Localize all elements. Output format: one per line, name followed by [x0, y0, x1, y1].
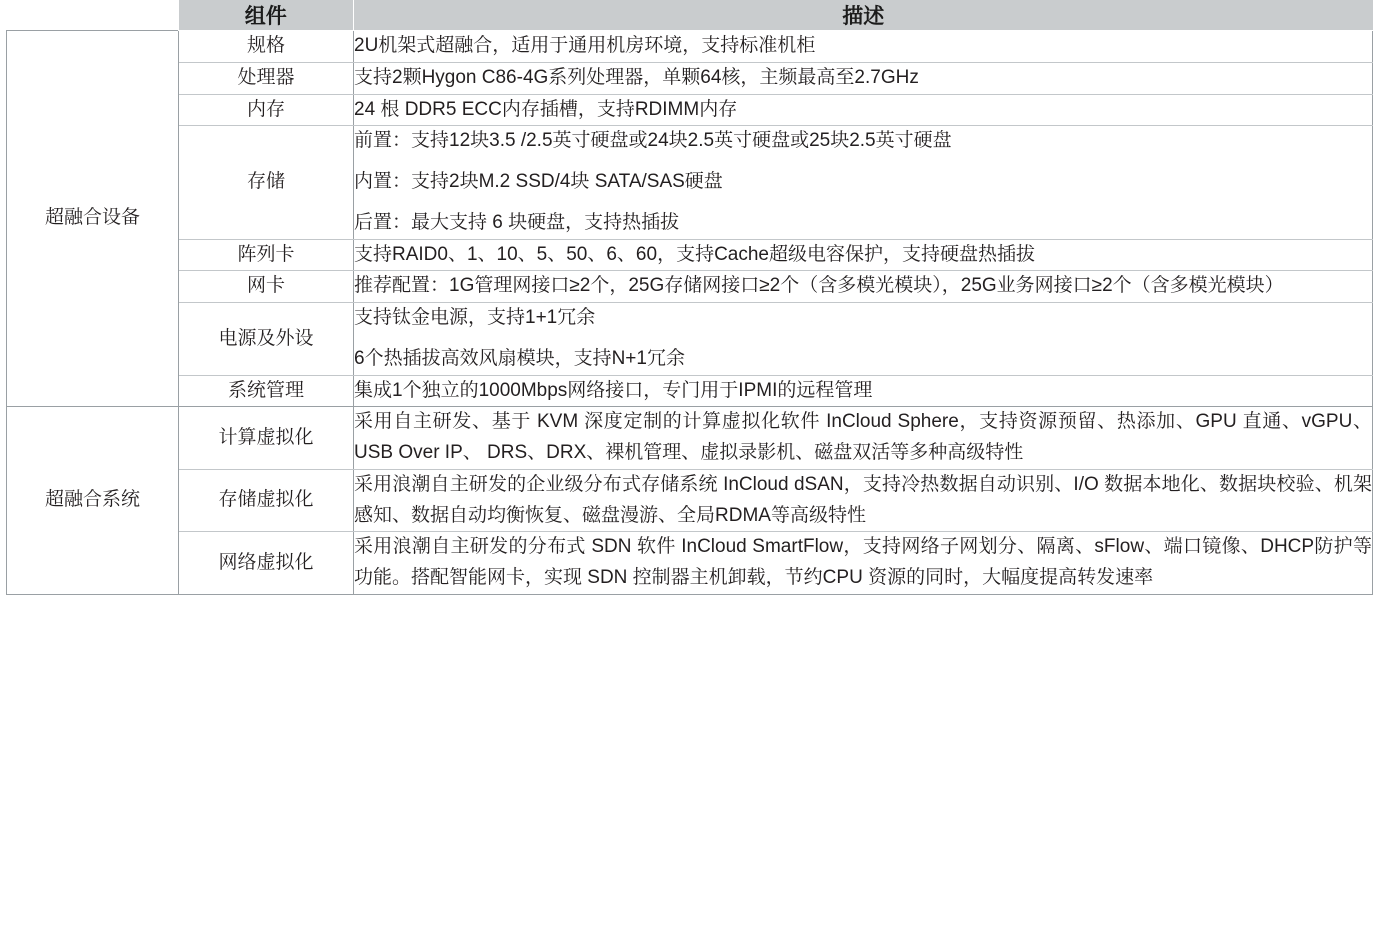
hci-specification-table	[6, 0, 1373, 595]
description-line: 支持2颗Hygon C86-4G系列处理器，单颗64核，主频最高至2.7GHz	[354, 66, 919, 88]
description-line: 24 根 DDR5 ECC内存插槽，支持RDIMM内存	[354, 98, 738, 120]
description-line: 支持钛金电源，支持1+1冗余	[354, 307, 596, 329]
description-cell	[354, 126, 1373, 239]
component-label: 存储虚拟化	[179, 469, 354, 532]
description-cell	[354, 375, 1373, 407]
component-label: 网络虚拟化	[179, 532, 354, 595]
table-row	[7, 532, 1373, 595]
description-line: 2U机架式超融合，适用于通用机房环境，支持标准机柜	[354, 35, 816, 56]
component-label: 网卡	[179, 271, 354, 303]
description-cell	[354, 239, 1373, 271]
header-blank-cell	[7, 0, 179, 31]
table-header-row	[7, 0, 1373, 31]
description-cell	[354, 94, 1373, 126]
description-cell	[354, 469, 1373, 532]
header-description: 描述	[354, 0, 1373, 31]
description-cell	[354, 407, 1373, 470]
description-cell	[354, 303, 1373, 376]
table-row	[7, 469, 1373, 532]
table-row	[7, 126, 1373, 239]
description-cell	[354, 532, 1373, 595]
description-line: 支持RAID0、1、10、5、50、6、60，支持Cache超级电容保护，支持硬盘热插拔	[354, 243, 1035, 265]
table-row	[7, 407, 1373, 470]
table-row	[7, 271, 1373, 303]
table-row	[7, 375, 1373, 407]
description-cell	[354, 31, 1373, 63]
description-line: 内置：支持2块M.2 SSD/4块 SATA/SAS硬盘	[354, 171, 723, 193]
description-line: 6个热插拔高效风扇模块，支持N+1冗余	[354, 347, 685, 369]
component-label: 电源及外设	[179, 303, 354, 376]
table-row	[7, 94, 1373, 126]
description-line: 采用浪潮自主研发的分布式 SDN 软件 InCloud SmartFlow，支持网络子网划分、隔离、sFlow、端口镜像、DHCP防护等功能。搭配智能网卡，实现 SDN 控制器主机卸载，节约CPU 资源的同时，大幅度提高转发速率	[354, 536, 1372, 589]
group-label-hci-device: 超融合设备	[7, 31, 179, 407]
table-row	[7, 303, 1373, 376]
component-label: 阵列卡	[179, 239, 354, 271]
component-label: 计算虚拟化	[179, 407, 354, 470]
component-label: 处理器	[179, 62, 354, 94]
table-row	[7, 62, 1373, 94]
component-label: 存储	[179, 126, 354, 239]
description-cell	[354, 271, 1373, 303]
description-line: 采用自主研发、基于 KVM 深度定制的计算虚拟化软件 InCloud Sphere，支持资源预留、热添加、GPU 直通、vGPU、USB Over IP、 DRS、DRX、裸机管理、虚拟录影机、磁盘双活等多种高级特性	[354, 411, 1372, 464]
description-line: 后置：最大支持 6 块硬盘，支持热插拔	[354, 211, 680, 233]
description-line: 采用浪潮自主研发的企业级分布式存储系统 InCloud dSAN，支持冷热数据自动识别、I/O 数据本地化、数据块校验、机架感知、数据自动均衡恢复、磁盘漫游、全局RDMA等高级特性	[354, 473, 1372, 526]
component-label: 系统管理	[179, 375, 354, 407]
component-label: 内存	[179, 94, 354, 126]
table-row	[7, 31, 1373, 63]
header-component: 组件	[179, 0, 354, 31]
description-line: 推荐配置：1G管理网接口≥2个，25G存储网接口≥2个（含多模光模块），25G业务网接口≥2个（含多模光模块）	[354, 275, 1284, 297]
group-label-hci-system: 超融合系统	[7, 407, 179, 595]
table-row	[7, 239, 1373, 271]
description-line: 前置：支持12块3.5 /2.5英寸硬盘或24块2.5英寸硬盘或25块2.5英寸硬盘	[354, 130, 952, 152]
description-line: 集成1个独立的1000Mbps网络接口，专门用于IPMI的远程管理	[354, 379, 873, 401]
component-label: 规格	[179, 31, 354, 63]
description-cell	[354, 62, 1373, 94]
